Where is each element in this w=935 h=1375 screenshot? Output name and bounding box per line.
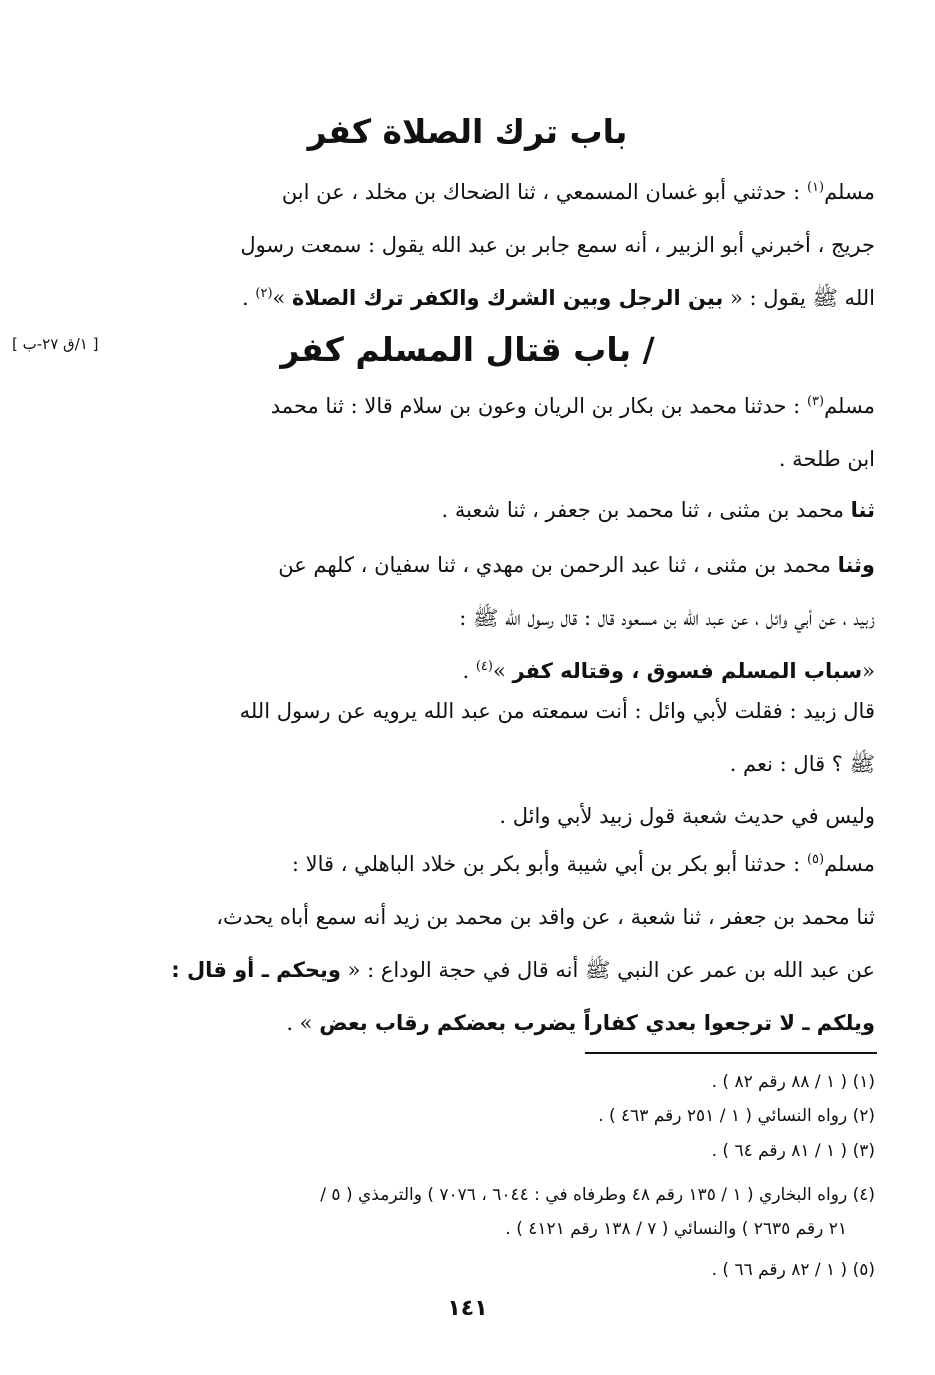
paragraph-6 [145, 790, 875, 843]
paragraph-3 [145, 484, 875, 537]
footnote-ref[interactable]: (٥) [806, 852, 825, 867]
footnote-ref[interactable]: (٢) [255, 286, 273, 301]
text-line: زبيد ، عن أبي وائل ، عن عبد الله بن مسعود قال : قال رسول الله ﷺ : [459, 606, 875, 630]
footnote-4: (٤) رواه البخاري ( ١ / ١٣٥ رقم ٤٨ وطرفاه في : ٦٠٤٤ ، ٧٠٧٦ ) والترمذي ( ٥ / [320, 1185, 875, 1205]
paragraph-7 [145, 838, 875, 1050]
page-number: ١٤١ [447, 1296, 488, 1321]
footnote-5: (٥) ( ١ / ٨٢ رقم ٦٦ ) . [711, 1260, 875, 1280]
text-line: قال زبيد : فقلت لأبي وائل : أنت سمعته من عبد الله يرويه عن رسول الله [239, 699, 875, 723]
text-line: وثنا محمد بن مثنى ، ثنا عبد الرحمن بن مهدي ، ثنا سفيان ، كلهم عن [278, 553, 875, 577]
footnote-ref[interactable]: (٤) [475, 659, 493, 674]
footnote-divider [585, 1052, 877, 1054]
text-line: مسلم$^{(١)}$ : حدثني أبو غسان المسمعي ، ثنا الضحاك بن مخلد ، عن ابن [281, 180, 875, 204]
text-line: مسلم$^{(٥)}$ : حدثنا أبو بكر بن أبي شيبة وأبو بكر بن خلاد الباهلي ، قالا : [291, 852, 875, 876]
text-line: وليس في حديث شعبة قول زبيد لأبي وائل . [499, 804, 875, 828]
section-heading-1: باب ترك الصلاة كفر [307, 112, 628, 151]
text-line: ثنا محمد بن جعفر ، ثنا شعبة ، عن واقد بن محمد بن زيد أنه سمع أباه يحدث، [216, 905, 875, 929]
text-line: ويلكم ـ لا ترجعوا بعدي كفاراً يضرب بعضكم رقاب بعض » . [286, 1011, 875, 1035]
paragraph-1 [145, 166, 875, 325]
text-line: مسلم$^{(٣)}$ : حدثنا محمد بن بكار بن الريان وعون بن سلام قالا : ثنا محمد [270, 394, 875, 418]
text-line: ﷺ ؟ قال : نعم . [729, 752, 875, 776]
manuscript-folio-note: [ ١/ق ٢٧-ب ] [12, 335, 99, 353]
paragraph-2 [145, 380, 875, 486]
section-heading-2: / باب قتال المسلم كفر [280, 330, 655, 369]
footnote-1: (١) ( ١ / ٨٨ رقم ٨٢ ) . [711, 1072, 875, 1092]
paragraph-5 [145, 685, 875, 791]
text-line: ابن طلحة . [778, 447, 875, 471]
footnote-4-continued: ٢١ رقم ٢٦٣٥ ) والنسائي ( ٧ / ١٣٨ رقم ٤١٢١ ) . [505, 1219, 847, 1239]
text-line: «سباب المسلم فسوق ، وقتاله كفر »$^{(٤)}$ . [462, 659, 875, 683]
footnote-3: (٣) ( ١ / ٨١ رقم ٦٤ ) . [711, 1141, 875, 1161]
text-line: جريج ، أخبرني أبو الزبير ، أنه سمع جابر بن عبد الله يقول : سمعت رسول [240, 233, 875, 257]
footnote-2: (٢) رواه النسائي ( ١ / ٢٥١ رقم ٤٦٣ ) . [598, 1106, 875, 1126]
text-line: عن عبد الله بن عمر عن النبي ﷺ أنه قال في حجة الوداع : « ويحكم ـ أو قال : [171, 958, 875, 982]
footnote-ref[interactable]: (٣) [806, 394, 825, 409]
footnote-ref[interactable]: (١) [806, 180, 825, 195]
paragraph-4 [145, 539, 875, 698]
text-line: الله ﷺ يقول : « بين الرجل وبين الشرك والكفر ترك الصلاة »$^{(٢)}$ . [242, 286, 875, 310]
text-line: ثنا محمد بن مثنى ، ثنا محمد بن جعفر ، ثنا شعبة . [441, 498, 875, 522]
